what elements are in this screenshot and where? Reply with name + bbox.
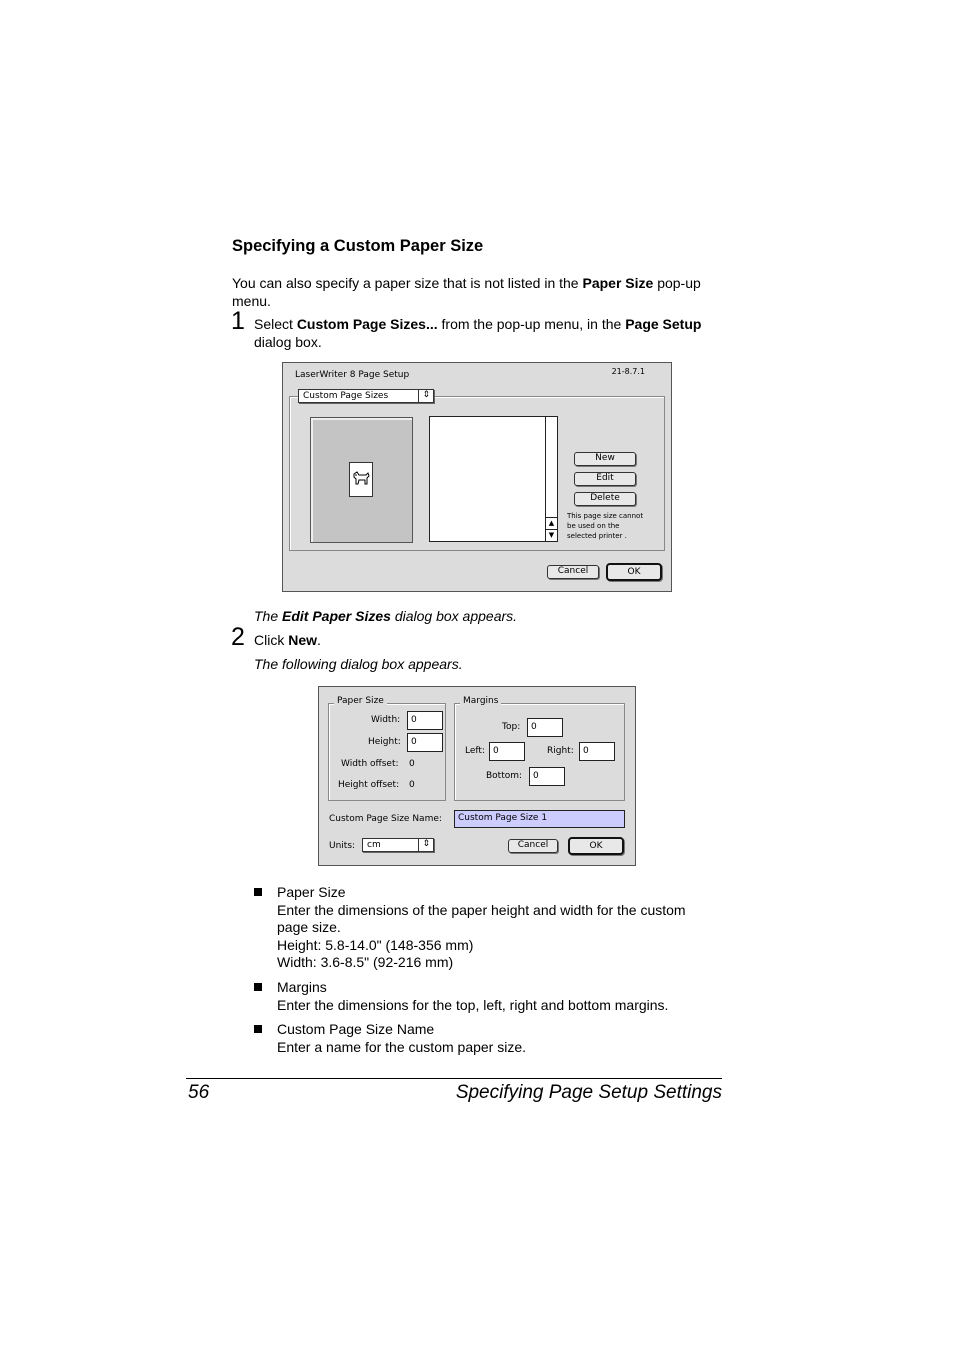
bullet-line: Width: 3.6-8.5" (92-216 mm) xyxy=(277,954,454,970)
units-value: cm xyxy=(367,840,381,850)
bottom-margin-field[interactable]: 0 xyxy=(529,767,565,786)
width-offset-label: Width offset: xyxy=(341,759,399,769)
edit-button[interactable]: Edit xyxy=(574,472,636,486)
dialog-title: LaserWriter 8 Page Setup xyxy=(295,370,410,380)
units-label: Units: xyxy=(329,841,356,851)
bottom-label: Bottom: xyxy=(486,771,523,781)
margins-group-title: Margins xyxy=(460,696,501,706)
step-1-bold2: Page Setup xyxy=(625,316,702,332)
left-margin-field[interactable]: 0 xyxy=(489,742,525,761)
step-1-line2: dialog box. xyxy=(254,333,322,350)
ok-button[interactable]: OK xyxy=(568,837,624,855)
page-sizes-list[interactable] xyxy=(429,416,558,542)
bullet-margins xyxy=(277,979,727,1014)
caption-1-pre: The xyxy=(254,608,283,624)
page-number: 56 xyxy=(188,1082,210,1103)
page-setup-dialog xyxy=(282,362,672,592)
top-margin-field[interactable]: 0 xyxy=(527,718,563,737)
top-label: Top: xyxy=(502,722,521,732)
page-attributes-popup[interactable] xyxy=(298,389,434,403)
delete-button[interactable]: Delete xyxy=(574,492,636,506)
popup-separator xyxy=(418,390,419,402)
bullet-title: Paper Size xyxy=(277,884,346,900)
step-1-number: 1 xyxy=(231,307,245,335)
caption-2: The following dialog box appears. xyxy=(254,656,463,672)
custom-name-field[interactable]: Custom Page Size 1 xyxy=(454,810,625,828)
section-heading: Specifying a Custom Paper Size xyxy=(232,237,484,255)
caption-1-bold: Edit Paper Sizes xyxy=(282,608,391,624)
bullet-paper-size xyxy=(277,884,727,972)
bullet-custom-name xyxy=(277,1021,727,1056)
size-warning-note xyxy=(567,511,643,541)
step-2-pre: Click xyxy=(254,632,289,648)
footer-rule xyxy=(186,1078,722,1079)
units-popup-separator xyxy=(418,839,419,851)
step-2-text xyxy=(254,632,321,650)
units-popup-arrows-icon: ⇕ xyxy=(422,839,430,849)
note-line-1: This page size cannot xyxy=(567,512,644,520)
cancel-button[interactable]: Cancel xyxy=(547,565,599,579)
scroll-down-arrow-icon[interactable]: ▼ xyxy=(546,529,557,541)
step-2-bold: New xyxy=(288,632,318,648)
caption-1-post: dialog box appears. xyxy=(390,608,518,624)
bullet-icon xyxy=(254,983,262,991)
width-offset-value: 0 xyxy=(409,759,415,769)
bullet-line: Enter the dimensions of the paper height and width for the custom xyxy=(277,901,686,918)
step-1-mid: from the pop-up menu, in the xyxy=(437,316,626,332)
bullet-line: Enter the dimensions for the top, left, right and bottom margins. xyxy=(277,996,669,1013)
name-label: Custom Page Size Name: xyxy=(329,814,442,824)
height-label: Height: xyxy=(368,737,401,747)
page-preview xyxy=(310,417,413,543)
step-2-number: 2 xyxy=(231,623,245,651)
right-margin-field[interactable]: 0 xyxy=(579,742,615,761)
intro-bold: Paper Size xyxy=(582,275,654,291)
intro-paragraph xyxy=(232,275,732,310)
paper-size-group-title: Paper Size xyxy=(334,696,387,706)
caption-1 xyxy=(254,608,517,624)
popup-value: Custom Page Sizes xyxy=(303,391,389,401)
note-line-3: selected printer . xyxy=(567,532,627,540)
note-line-2: be used on the xyxy=(567,522,620,530)
step-1-text xyxy=(254,316,734,351)
intro-text-end: pop-up xyxy=(653,275,701,291)
cancel-button[interactable]: Cancel xyxy=(508,839,558,853)
bullet-line: page size. xyxy=(277,919,341,935)
list-scrollbar[interactable] xyxy=(545,417,557,541)
custom-size-dialog xyxy=(318,686,636,866)
left-label: Left: xyxy=(465,746,485,756)
ok-button[interactable]: OK xyxy=(606,563,662,581)
dogcow-icon xyxy=(349,462,373,497)
bullet-line: Height: 5.8-14.0" (148-356 mm) xyxy=(277,936,474,953)
intro-text-line2: menu. xyxy=(232,292,271,309)
width-field[interactable]: 0 xyxy=(407,711,443,730)
bullet-icon xyxy=(254,888,262,896)
step-2-post: . xyxy=(317,632,321,648)
footer-section-title: Specifying Page Setup Settings xyxy=(455,1082,722,1103)
bullet-title: Custom Page Size Name xyxy=(277,1021,435,1037)
scroll-up-arrow-icon[interactable]: ▲ xyxy=(546,517,557,529)
step-1-pre: Select xyxy=(254,316,297,332)
new-button[interactable]: New xyxy=(574,452,636,466)
bullet-icon xyxy=(254,1025,262,1033)
step-1-bold1: Custom Page Sizes... xyxy=(296,316,438,332)
version-label: 21-8.7.1 xyxy=(611,367,645,376)
right-label: Right: xyxy=(547,746,574,756)
popup-arrows-icon: ⇕ xyxy=(422,390,430,400)
height-offset-label: Height offset: xyxy=(338,780,400,790)
bullet-line: Enter a name for the custom paper size. xyxy=(277,1038,527,1055)
units-popup[interactable] xyxy=(362,838,434,852)
height-offset-value: 0 xyxy=(409,780,415,790)
bullet-title: Margins xyxy=(277,979,327,995)
width-label: Width: xyxy=(371,715,401,725)
intro-text: You can also specify a paper size that is not listed in the xyxy=(232,275,583,291)
height-field[interactable]: 0 xyxy=(407,733,443,752)
